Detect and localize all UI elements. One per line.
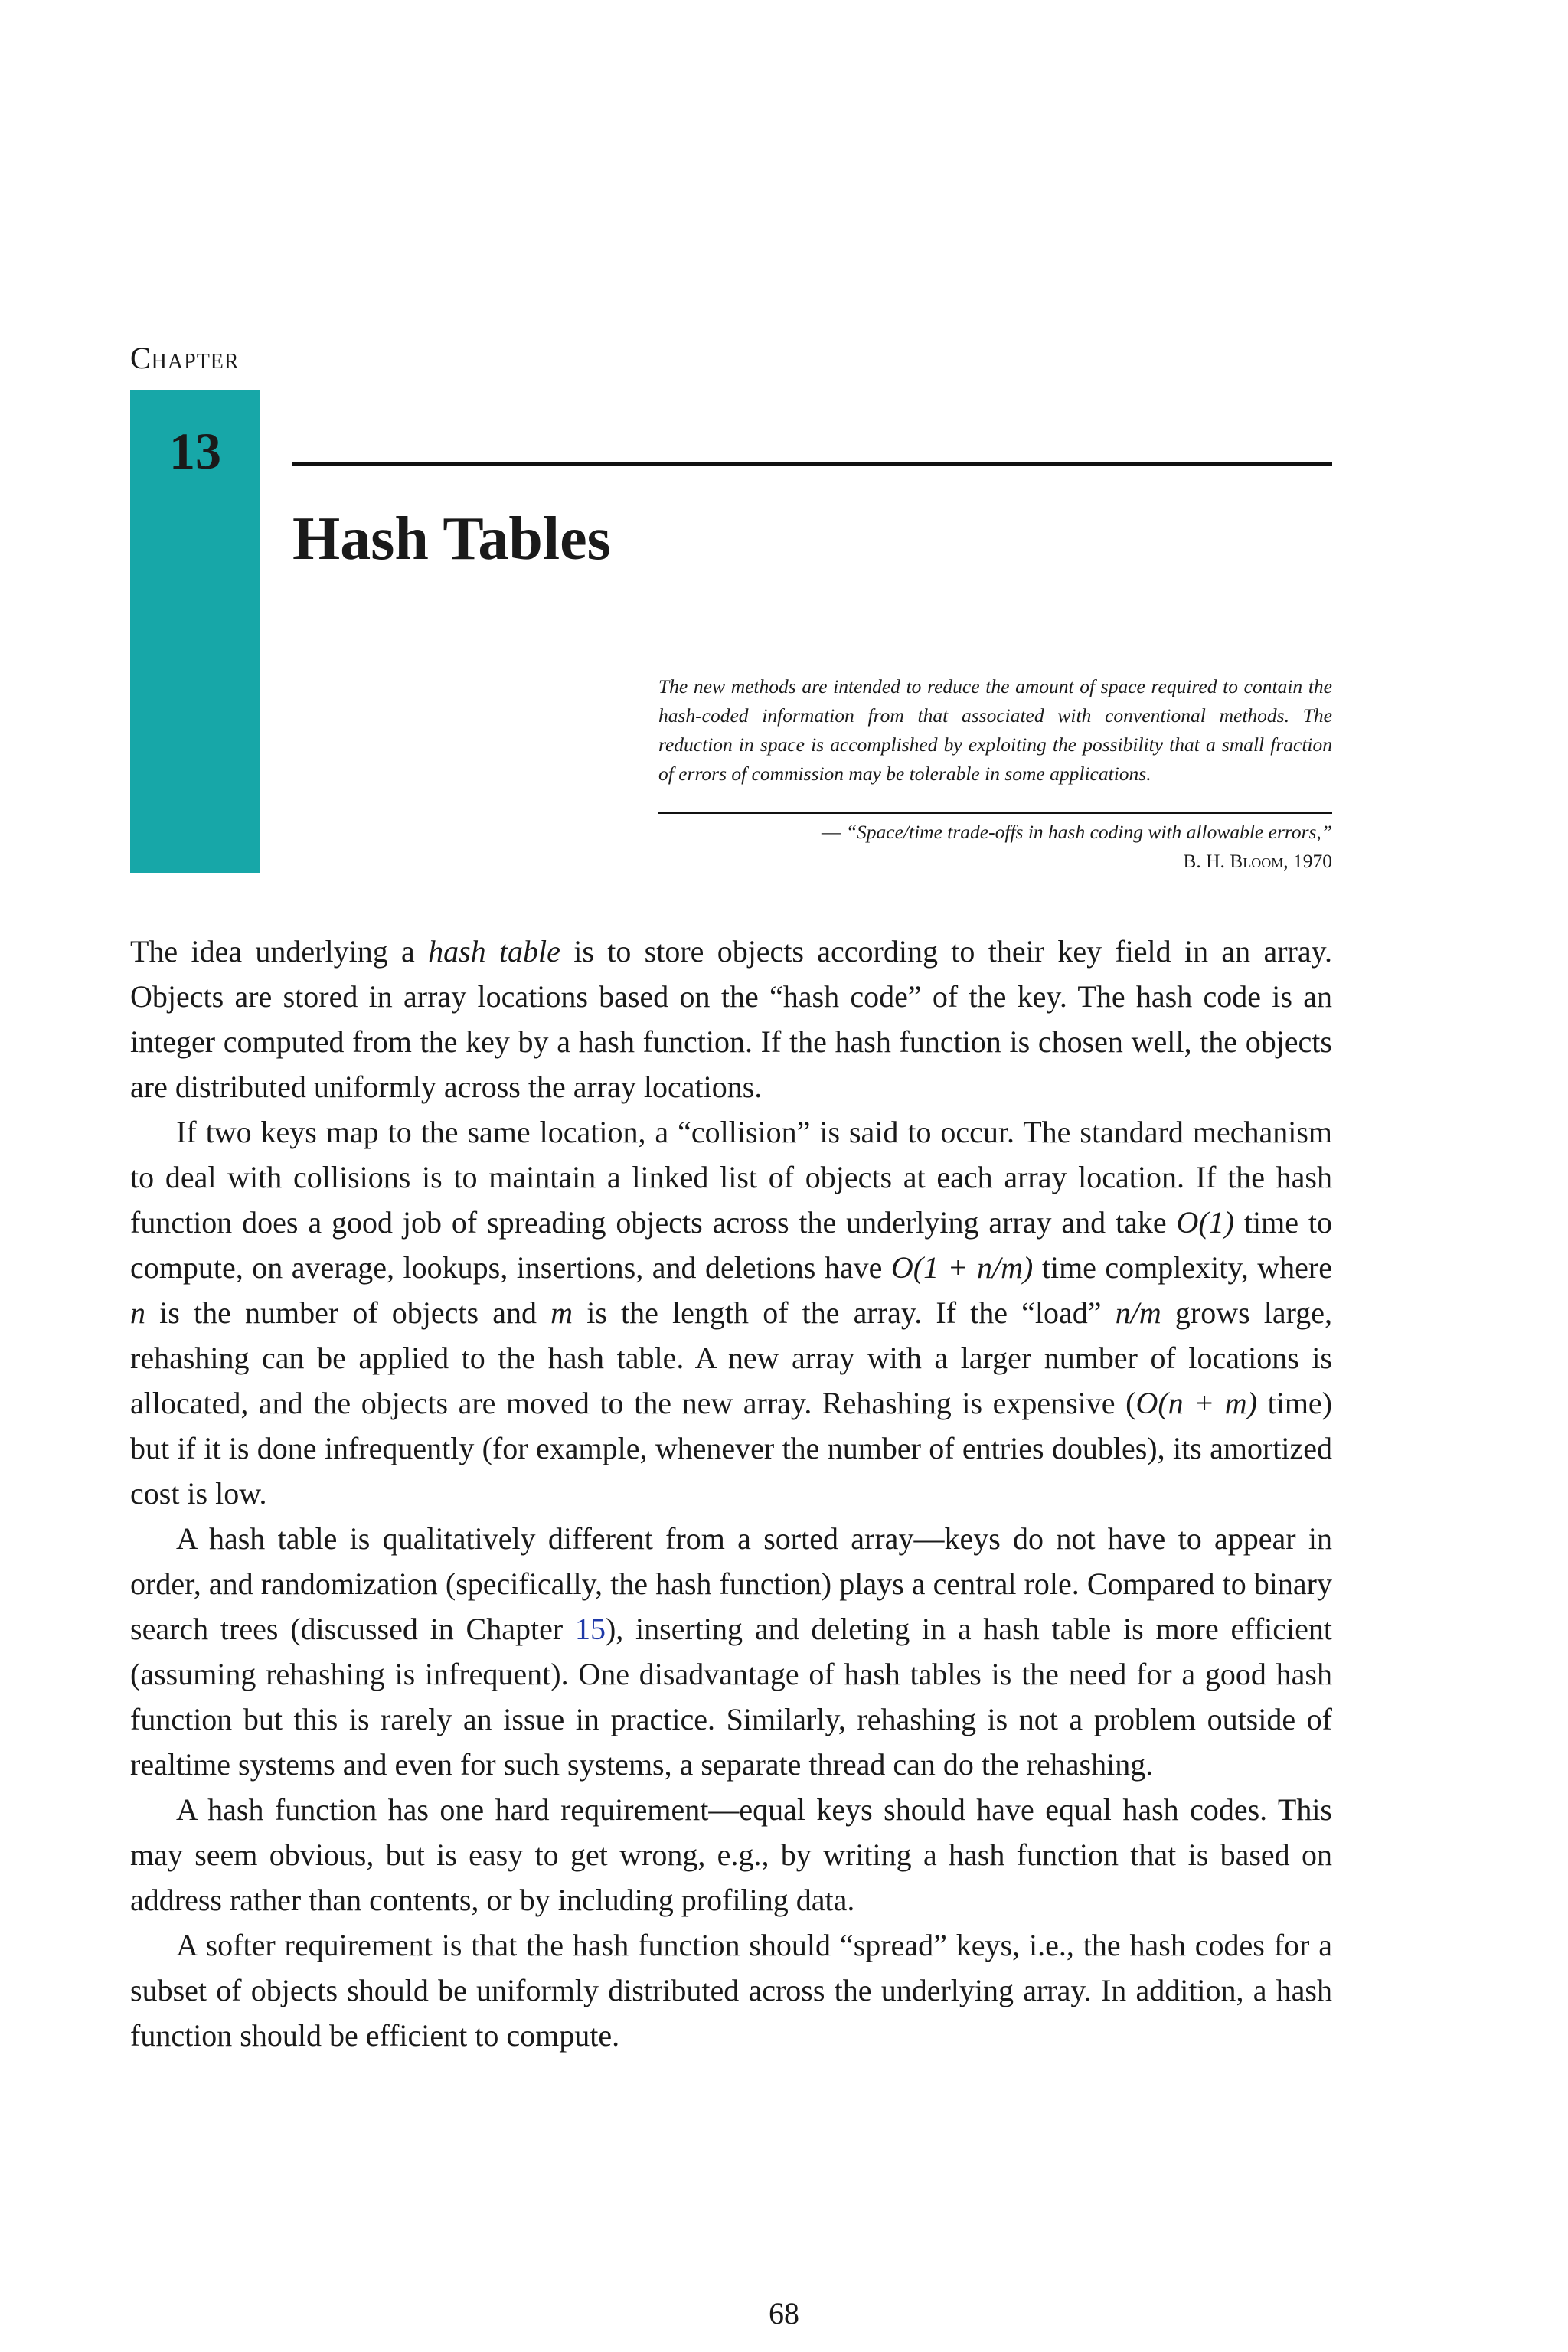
- epigraph-attribution-line: [658, 847, 1332, 876]
- epigraph-source-title-line: [658, 818, 1332, 847]
- text-run: is to store objects according to their key field in an array. Objects are stored in array locations based on the “hash code” of the key. The hash code is an integer computed from the key by a hash function. If the hash function is chosen well, the objects are distributed uniformly across the array locations.: [130, 934, 1332, 1104]
- paragraph-2: [130, 1109, 1332, 1516]
- paragraph-4: A hash function has one hard requirement—equal keys should have equal hash codes. This may seem obvious, but is easy to get wrong, e.g., by writing a hash function that is based on address rather than contents, or by including profiling data.: [130, 1792, 1332, 1917]
- chapter-label: Chapter: [130, 341, 240, 375]
- epigraph-source: [658, 818, 1332, 876]
- paragraph-5: A softer requirement is that the hash function should “spread” keys, i.e., the hash codes for a subset of objects should be uniformly distributed across the underlying array. In addition, a hash function should be efficient to compute.: [130, 1928, 1332, 2053]
- text-run: time complexity, where: [1033, 1250, 1332, 1285]
- math-inline: O(1 + n/m): [890, 1250, 1034, 1285]
- paragraph-3: [130, 1516, 1332, 1787]
- term-hash-table: hash table: [428, 934, 560, 969]
- epigraph-year: , 1970: [1283, 850, 1332, 872]
- body-text: [130, 929, 1332, 2058]
- math-inline: O(n + m): [1135, 1386, 1258, 1420]
- text-run: If two keys map to the same location, a “collision” is said to occur. The standard mechanism to deal with collisions is to maintain a linked list of objects at each array location. If the hash function does a good job of spreading objects across the underlying array and take: [130, 1115, 1332, 1240]
- epigraph-rule: [658, 812, 1332, 814]
- math-inline: n/m: [1115, 1295, 1161, 1330]
- text-run: A hash table is qualitatively different from a sorted array—keys do not have to appear in order, and randomization (specifically, the hash function) plays a central role. Compared to binary search trees (discussed in Chapter: [130, 1521, 1332, 1646]
- epigraph-source-title: “Space/time trade-offs in hash coding with allowable errors,”: [845, 821, 1332, 843]
- math-inline: O(1): [1176, 1205, 1235, 1240]
- text-run: time to compute, on average, lookups, insertions, and deletions have: [130, 1205, 1332, 1285]
- page-number: 68: [769, 2296, 799, 2331]
- text-run: is the number of objects and: [145, 1295, 551, 1330]
- text-run: is the length of the array. If the “load”: [573, 1295, 1116, 1330]
- math-inline: m: [550, 1295, 573, 1330]
- epigraph-quote: The new methods are intended to reduce the amount of space required to contain the hash-coded information from that associated with conventional methods. The reduction in space is accomplished by exploiting the possibility that a small fraction of errors of commission may be tolerable in some applications.: [658, 675, 1332, 785]
- title-rule: [292, 462, 1332, 466]
- text-run: The idea underlying a: [130, 934, 429, 969]
- chapter-number: 13: [169, 422, 221, 480]
- epigraph-dash: —: [821, 821, 846, 843]
- chapter-title: Hash Tables: [292, 505, 611, 573]
- text-run: time) but if it is done infrequently (for example, whenever the number of entries doubles), its amortized cost is low.: [130, 1386, 1333, 1511]
- chapter-15-link[interactable]: 15: [574, 1612, 606, 1646]
- chapter-number-block: [130, 390, 260, 873]
- epigraph-author: B. H. Bloom: [1183, 850, 1284, 872]
- paragraph-1: [130, 929, 1332, 1109]
- text-run: ), inserting and deleting in a hash table is more efficient (assuming rehashing is infrequent). One disadvantage of hash tables is the need for a good hash function but this is rarely an issue in practice. Similarly, rehashing is not a problem outside of realtime systems and even for such systems, a separate thread can do the rehashing.: [130, 1612, 1332, 1782]
- text-run: grows large, rehashing can be applied to the hash table. A new array with a larger number of locations is allocated, and the objects are moved to the new array. Rehashing is expensive (: [130, 1295, 1333, 1420]
- math-inline: n: [130, 1295, 145, 1330]
